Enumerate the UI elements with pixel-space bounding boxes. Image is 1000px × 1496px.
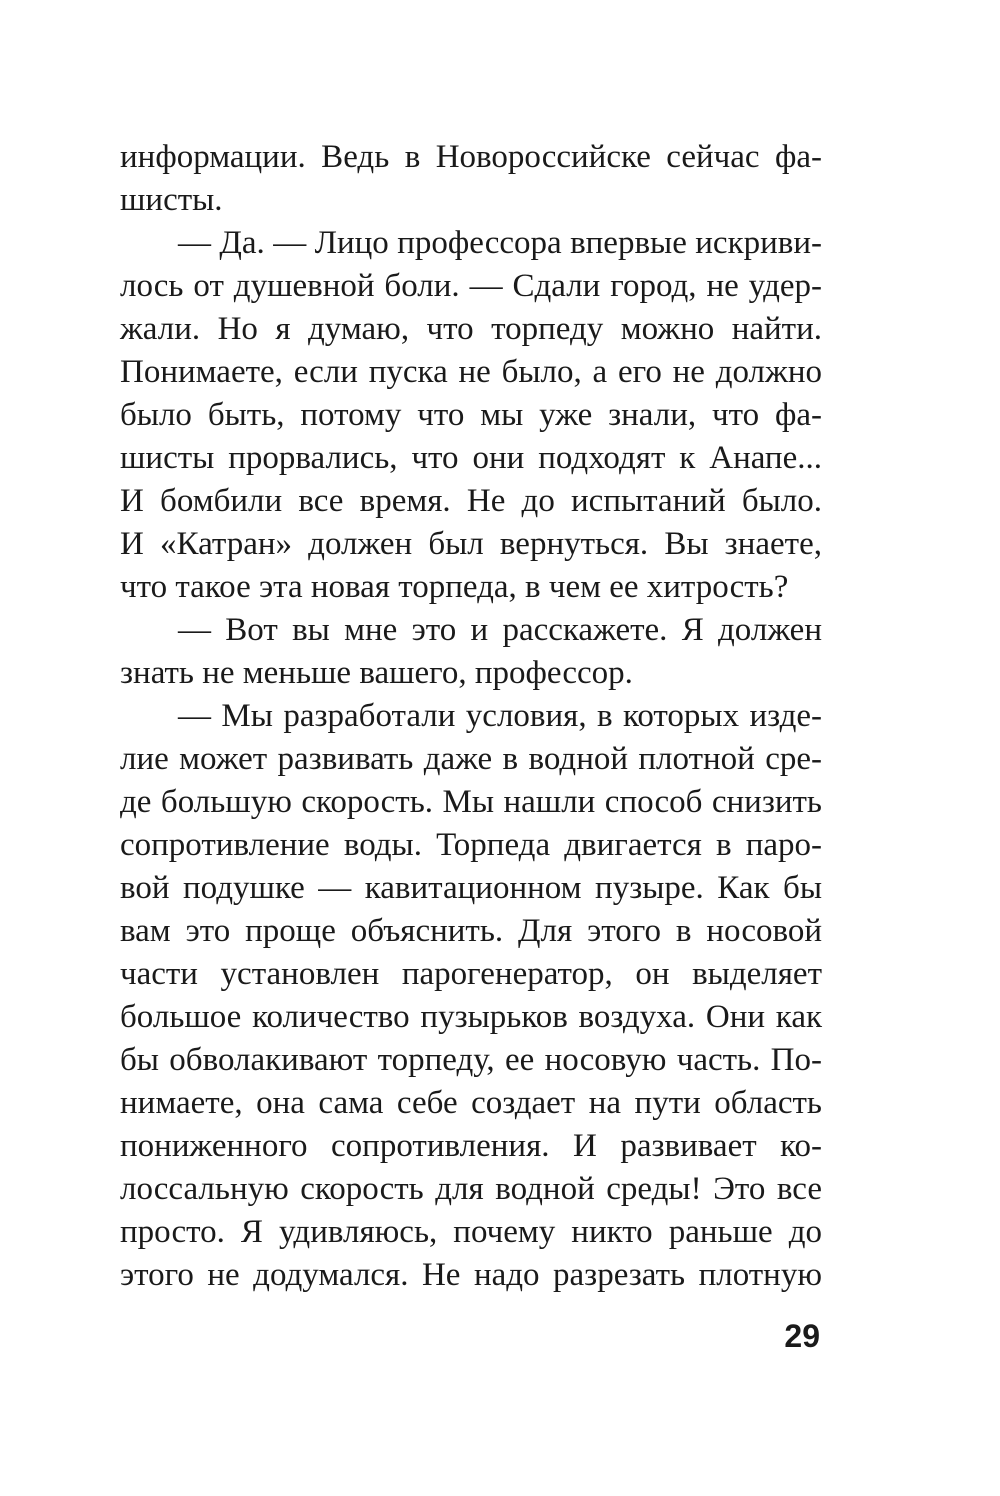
- text-line: этого не додумался. Не надо разрезать плотную: [120, 1257, 822, 1293]
- text-line: лоссальную скорость для водной среды! Это все: [120, 1171, 822, 1207]
- text-line: вам это проще объяснить. Для этого в носовой: [120, 913, 822, 949]
- text-line: И «Катран» должен был вернуться. Вы знаете,: [120, 526, 822, 562]
- body-text: [120, 136, 822, 1297]
- text-line: бы обволакивают торпеду, ее носовую часть. По-: [120, 1042, 822, 1078]
- text-line: И бомбили все время. Не до испытаний было.: [120, 483, 822, 519]
- text-line: Понимаете, если пуска не было, а его не должно: [120, 354, 822, 390]
- text-line: просто. Я удивляюсь, почему никто раньше до: [120, 1214, 822, 1250]
- text-line: лие может развивать даже в водной плотной сре-: [120, 741, 822, 777]
- text-line: лось от душевной боли. — Сдали город, не удер-: [120, 268, 822, 304]
- text-line: вой подушке — кавитационном пузыре. Как бы: [120, 870, 822, 906]
- text-line: — Мы разработали условия, в которых изде-: [178, 698, 822, 734]
- text-line: было быть, потому что мы уже знали, что фа-: [120, 397, 822, 433]
- text-line: информации. Ведь в Новороссийске сейчас фа-: [120, 139, 822, 175]
- text-line: шисты прорвались, что они подходят к Анапе...: [120, 440, 822, 476]
- text-line: — Вот вы мне это и расскажете. Я должен: [178, 612, 822, 648]
- text-line: знать не меньше вашего, профессор.: [120, 655, 633, 691]
- text-line: нимаете, она сама себе создает на пути область: [120, 1085, 822, 1121]
- text-line: пониженного сопротивления. И развивает ко-: [120, 1128, 822, 1164]
- text-line: де большую скорость. Мы нашли способ снизить: [120, 784, 822, 820]
- text-line: части установлен парогенератор, он выделяет: [120, 956, 822, 992]
- text-line: сопротивление воды. Торпеда двигается в паро-: [120, 827, 822, 863]
- text-line: — Да. — Лицо профессора впервые искриви-: [178, 225, 822, 261]
- text-line: что такое эта новая торпеда, в чем ее хитрость?: [120, 569, 789, 605]
- page-number: 29: [784, 1318, 820, 1354]
- text-line: шисты.: [120, 182, 223, 218]
- text-line: жали. Но я думаю, что торпеду можно найти.: [120, 311, 822, 347]
- text-line: большое количество пузырьков воздуха. Они как: [120, 999, 822, 1035]
